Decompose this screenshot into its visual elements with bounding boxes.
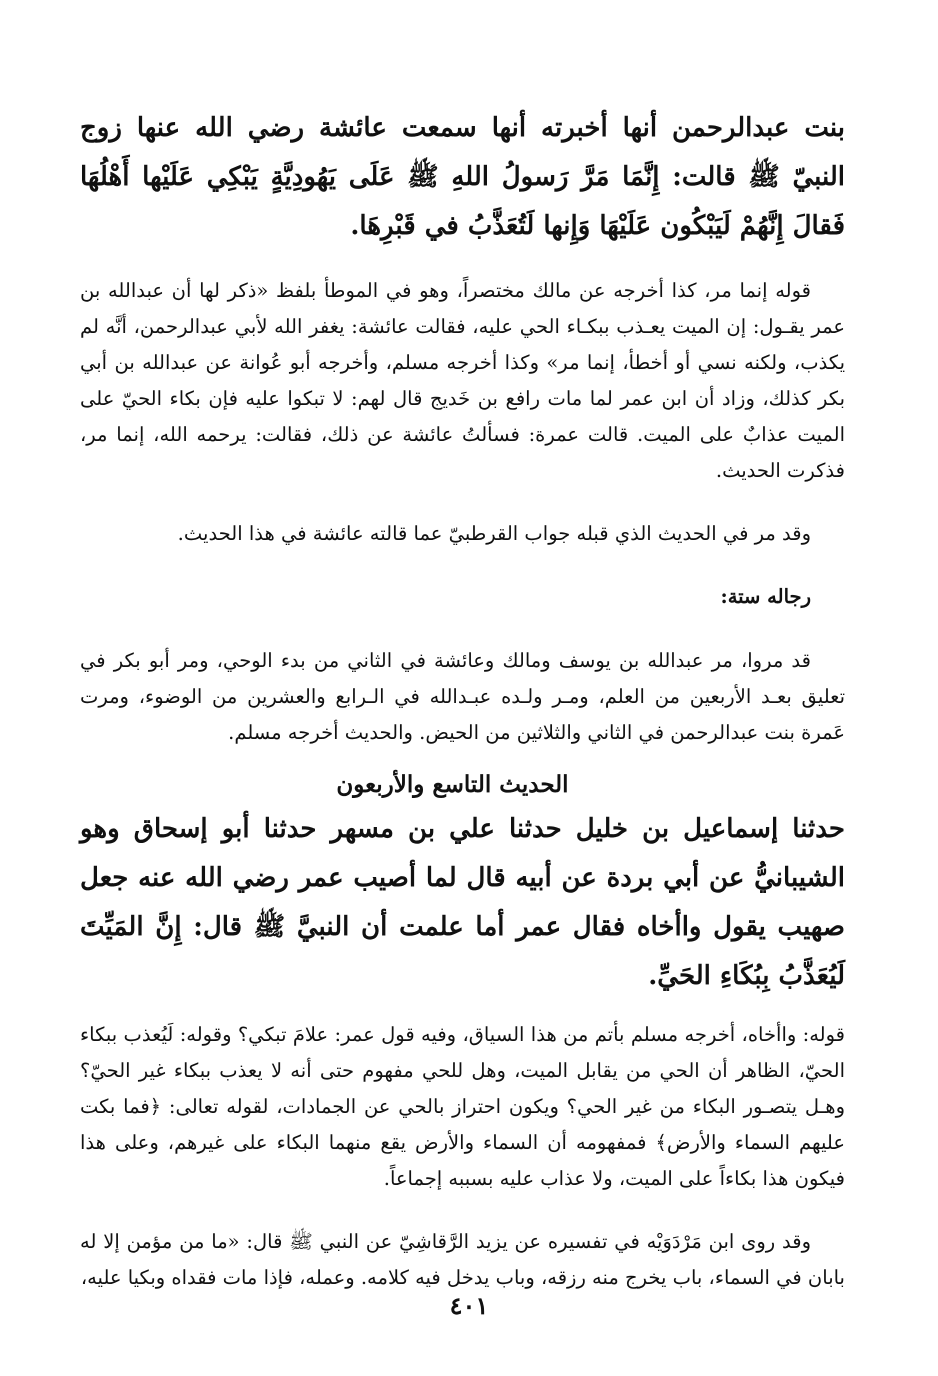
commentary-paragraph-3: قوله: واأخاه، أخرجه مسلم بأتم من هذا السياق، وفيه قول عمر: علامَ تبكي؟ وقوله: لَيُعذب ببكاء الحيّ، الظاهر أن الحي من يقابل الميت، وهل للحي مفهوم حتى أنه لا يعذب ببكاء غير الحيّ؟ وهـل يتصـور البكاء من غير الحي؟ ويكون احتراز بالحي عن الجمادات، لقوله تعالى: ﴿فما بكت عليهم السماء والأرض﴾ فمفهومه أن السماء والأرض يقع منهما البكاء على غيرهم، وعلى هذا فيكون هذا بكاءاً على الميت، ولا عذاب عليه بسببه إجماعاً. [80, 1023, 845, 1190]
page-number: ٤٠١ [449, 1291, 489, 1320]
commentary-paragraph-2: وقد مر في الحديث الذي قبله جواب القرطبيّ عما قالته عائشة في هذا الحديث. [177, 522, 811, 545]
narrators-heading: رجاله ستة: [720, 585, 811, 608]
narrators-paragraph: قد مروا، مر عبدالله بن يوسف ومالك وعائشة في الثاني من بدء الوحي، ومر أبو بكر في تعليق بعـد الأربعين من العلم، ومـر ولـده عبـدالله في الـرابع والعشرين من الوضوء، ومرت عَمرة بنت عبدالرحمن في الثاني والثلاثين من الحيض. والحديث أخرجه مسلم. [80, 649, 845, 744]
commentary-paragraph-4: وقد روى ابن مَرْدَوَيْه في تفسيره عن يزيد الرَّقاشِيّ عن النبي ﷺ قال: «ما من مؤمن إلا له بابان في السماء، باب يخرج منه رزقه، وباب يدخل فيه كلامه. وعمله، فإذا مات فقداه وبكيا عليه، [80, 1230, 845, 1289]
hadith-48-continuation: بنت عبدالرحمن أنها أخبرته أنها سمعت عائشة رضي الله عنها زوج النبيّ ﷺ قالت: إِنَّمَا مَرَّ رَسولُ اللهِ ﷺ عَلَى يَهُودِيَّةٍ يَبْكِي عَلَيْها أَهْلُهَا فَقالَ إِنَّهُمْ لَيَبْكُون عَلَيْهَا وَإِنها لَتُعَذَّبُ في قَبْرِهَا. [80, 113, 845, 241]
hadith-49-text: حدثنا إسماعيل بن خليل حدثنا علي بن مسهر حدثنا أبو إسحاق وهو الشيبانيُّ عن أبي بردة عن أبيه قال لما أصيب عمر رضي الله عنه جعل صهيب يقول واأخاه فقال عمر أما علمت أن النبيَّ ﷺ قال: إِنَّ المَيِّتَ لَيُعَذَّبُ بِبُكَاءِ الحَيِّ. [80, 814, 845, 991]
commentary-paragraph-1: قوله إنما مر، كذا أخرجه عن مالك مختصراً، وهو في الموطأ بلفظ «ذكر لها أن عبدالله بن عمر يقـول: إن الميت يعـذب ببكـاء الحي عليه، فقالت عائشة: يغفر الله لأبي عبدالرحمن، أنَّه لم يكذب، ولكنه نسي أو أخطأ، إنما مر» وكذا أخرجه مسلم، وأخرجه أبو عُوانة عن عبدالله بن أبي بكر كذلك، وزاد أن ابن عمر لما مات رافع بن خَديج قال لهم: لا تبكوا عليه فإن بكاء الحيّ على الميت عذابٌ على الميت. قالت عمرة: فسألتُ عائشة عن ذلك، فقالت: يرحمه الله، إنما مر، فذكرت الحديث. [80, 279, 845, 482]
page-content [80, 104, 845, 1296]
section-title: الحديث التاسع والأربعون [336, 771, 569, 798]
